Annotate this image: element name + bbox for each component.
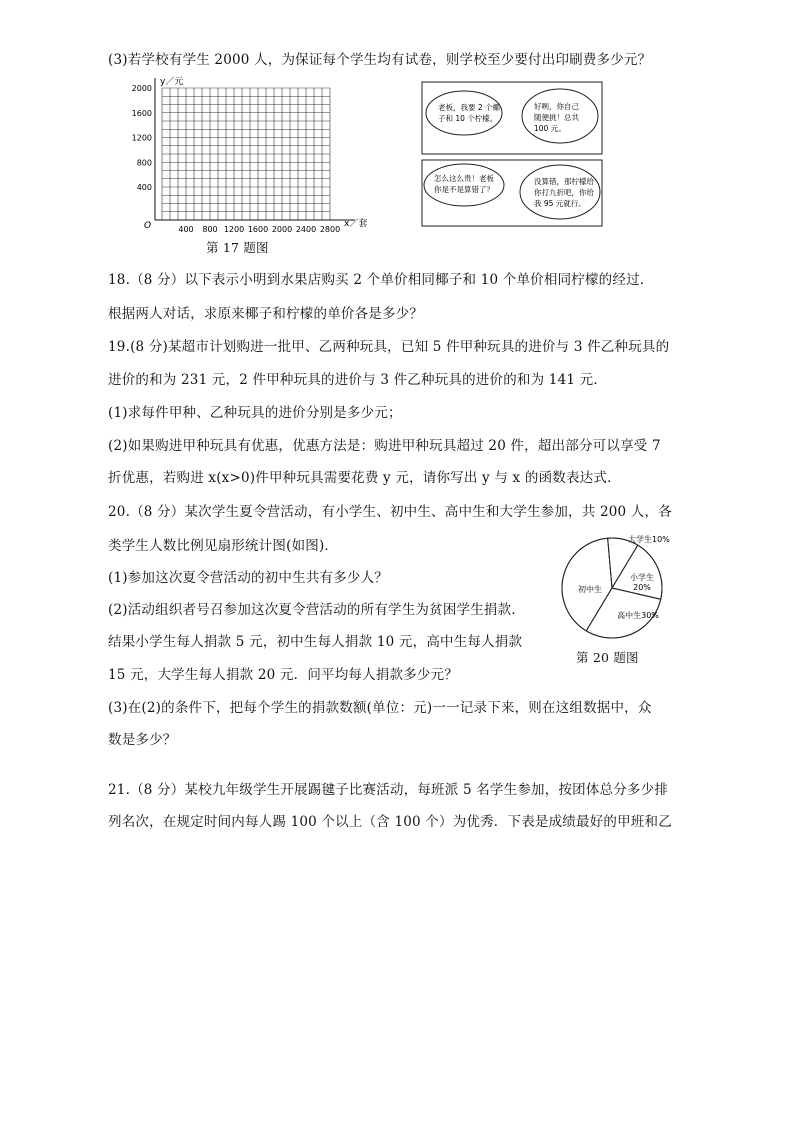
pie-label-初中生: 初中生 bbox=[578, 585, 602, 594]
q17-graph bbox=[100, 70, 400, 240]
q20-part3a: (3)在(2)的条件下，把每个学生的捐款数额(单位：元)一一记录下来，则在这组数据中，众 bbox=[108, 700, 652, 716]
q20-part2c: 15 元，大学生每人捐款 20 元．问平均每人捐款多少元？ bbox=[108, 667, 459, 683]
pie-chart bbox=[550, 528, 690, 648]
q20-part2b: 结果小学生每人捐款 5 元，初中生每人捐款 10 元，高中生每人捐款 bbox=[108, 634, 523, 650]
q17-caption: 第 17 题图 bbox=[206, 240, 269, 255]
q19-part2b: 折优惠，若购进 x(x>0)件甲种玩具需要花费 y 元，请你写出 y 与 x 的函数表达式． bbox=[108, 470, 621, 486]
q21-line2: 列名次，在规定时间内每人踢 100 个以上（含 100 个）为优秀．下表是成绩最好的甲班和乙 bbox=[108, 814, 672, 830]
bubble-2-line3: 100 元。 bbox=[534, 124, 566, 133]
bubble-1-line2: 子和 10 个柠檬。 bbox=[438, 114, 498, 123]
y-tick-label: 1200 bbox=[131, 133, 152, 143]
y-tick-label: 400 bbox=[136, 183, 152, 192]
q18-line2: 根据两人对话，求原来椰子和柠檬的单价各是多少？ bbox=[108, 306, 424, 322]
q19-part1: (1)求每件甲种、乙种玩具的进价分别是多少元； bbox=[108, 405, 402, 421]
bubble-3-line1: 怎么这么贵！老板 bbox=[434, 174, 494, 183]
q19-line1: 19.(8 分)某超市计划购进一批甲、乙两种玩具，已知 5 件甲种玩具的进价与 3 件乙种玩具的 bbox=[108, 339, 670, 355]
x-tick-label: 2400 bbox=[295, 225, 317, 234]
x-tick-label: 2000 bbox=[271, 225, 293, 234]
x-tick-label: 800 bbox=[202, 225, 218, 234]
q19-line2: 进价的和为 231 元，2 件甲种玩具的进价与 3 件乙种玩具的进价的和为 141 元． bbox=[108, 372, 608, 388]
pie-label-高中生: 高中生30% bbox=[617, 611, 659, 620]
y-tick-label: 2000 bbox=[131, 84, 152, 93]
y-ticks bbox=[132, 84, 152, 192]
speech-bubble-1 bbox=[426, 91, 502, 135]
pie-label-大学生: 大学生10% bbox=[628, 535, 670, 544]
q17-part3: (3)若学校有学生 2000 人，为保证每个学生均有试卷，则学校至少要付出印刷费多少元？ bbox=[108, 52, 652, 68]
bubble-4-line1: 没算错，那柠檬给 bbox=[534, 177, 594, 186]
origin-label: O bbox=[144, 221, 152, 231]
bubble-2-line1: 好咧，你自己 bbox=[534, 102, 579, 111]
q20-part2a: (2)活动组织者号召参加这次夏令营活动的所有学生为贫困学生捐款． bbox=[108, 602, 526, 618]
x-axis-label: x／套 bbox=[344, 219, 368, 229]
y-tick-label: 800 bbox=[136, 158, 152, 168]
y-tick-label: 1600 bbox=[131, 108, 152, 118]
q20-part1: (1)参加这次夏令营活动的初中生共有多少人？ bbox=[108, 570, 389, 586]
q19-part2a: (2)如果购进甲种玩具有优惠，优惠方法是：购进甲种玩具超过 20 件，超出部分可以享受 7 bbox=[108, 438, 661, 454]
y-axis-label: y／元 bbox=[160, 77, 184, 87]
x-tick-label: 400 bbox=[178, 225, 194, 234]
x-tick-label: 1600 bbox=[247, 225, 269, 234]
q18-line1: 18.（8 分）以下表示小明到水果店购买 2 个单价相同椰子和 10 个单价相同柠檬的经过． bbox=[108, 272, 654, 288]
dialogue-comic bbox=[420, 80, 605, 230]
q20-part3b: 数是多少？ bbox=[108, 732, 177, 748]
bubble-4-line3: 我 95 元就行。 bbox=[534, 199, 586, 208]
bubble-4-line2: 你打九折吧，你给 bbox=[534, 188, 594, 197]
x-ticks bbox=[178, 225, 340, 234]
q21-line1: 21.（8 分）某校九年级学生开展踢毽子比赛活动，每班派 5 名学生参加，按团体总分多少排 bbox=[108, 782, 669, 798]
bubble-3-line2: 你是不是算错了？ bbox=[434, 185, 494, 194]
q20-line2: 类学生人数比例见扇形统计图(如图)． bbox=[108, 538, 339, 554]
x-tick-label: 2800 bbox=[319, 225, 341, 234]
pie-caption: 第 20 题图 bbox=[576, 650, 639, 665]
bubble-1-line1: 老板，我要 2 个椰 bbox=[438, 103, 501, 112]
q20-line1: 20.（8 分）某次学生夏令营活动，有小学生、初中生、高中生和大学生参加，共 200 人，各 bbox=[108, 504, 672, 520]
x-tick-label: 1200 bbox=[223, 225, 245, 234]
pie-label-小学生: 小学生 20% bbox=[630, 573, 654, 592]
bubble-2-line2: 随便挑！总共 bbox=[534, 113, 579, 122]
